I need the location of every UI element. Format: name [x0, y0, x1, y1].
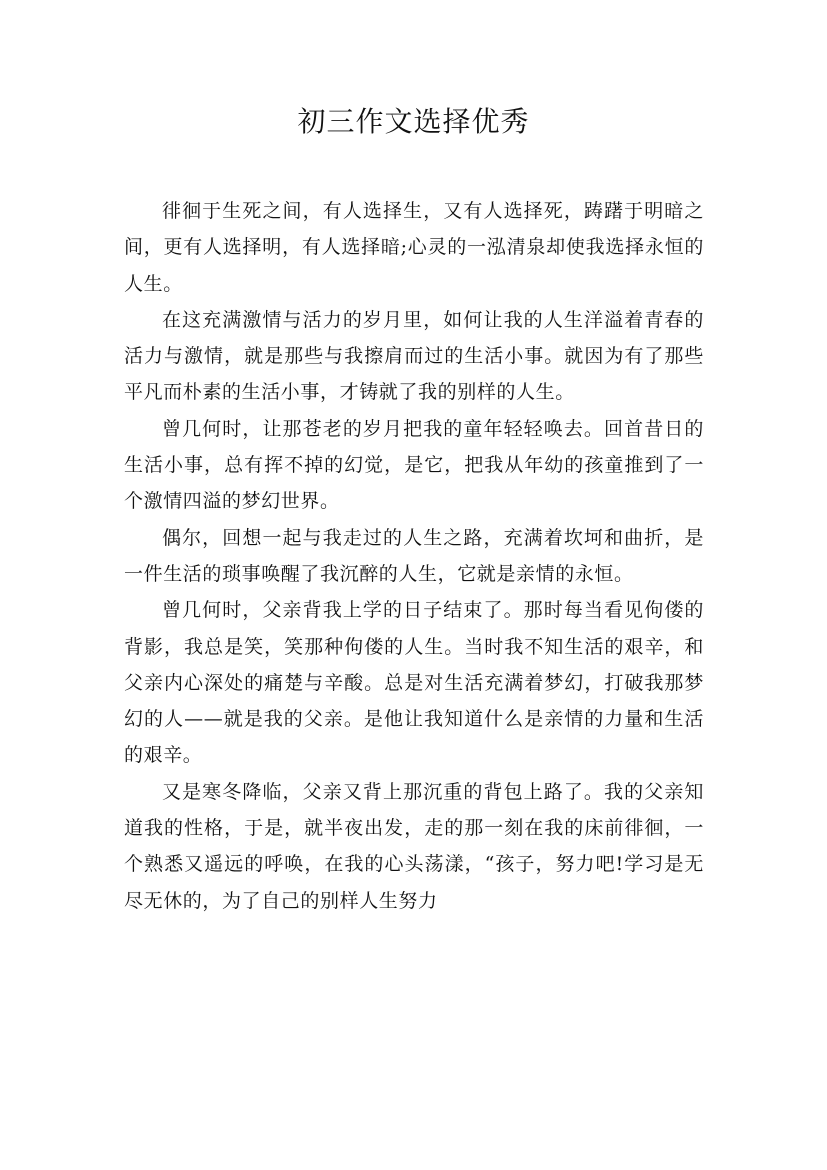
paragraph: 徘徊于生死之间，有人选择生，又有人选择死，踌躇于明暗之间，更有人选择明，有人选择暗;心灵的一泓清泉却使我选择永恒的人生。 — [124, 200, 704, 295]
paragraph: 曾几何时，父亲背我上学的日子结束了。那时每当看见佝偻的背影，我总是笑，笑那种佝偻的人生。当时我不知生活的艰辛，和父亲内心深处的痛楚与辛酸。总是对生活充满着梦幻，打破我那梦幻的人——就是我的父亲。是他让我知道什么是亲情的力量和生活的艰辛。 — [124, 599, 704, 767]
document-title: 初三作文选择优秀 — [297, 105, 530, 138]
paragraph: 曾几何时，让那苍老的岁月把我的童年轻轻唤去。回首昔日的生活小事，总有挥不掉的幻觉，是它，把我从年幼的孩童推到了一个激情四溢的梦幻世界。 — [124, 417, 704, 513]
document-body — [124, 193, 704, 919]
paragraph: 偶尔，回想一起与我走过的人生之路，充满着坎坷和曲折，是一件生活的琐事唤醒了我沉醉的人生，它就是亲情的永恒。 — [124, 526, 704, 585]
paragraph: 在这充满激情与活力的岁月里，如何让我的人生洋溢着青春的活力与激情，就是那些与我擦肩而过的生活小事。就因为有了那些平凡而朴素的生活小事，才铸就了我的别样的人生。 — [124, 308, 704, 404]
paragraph: 又是寒冬降临，父亲又背上那沉重的背包上路了。我的父亲知道我的性格，于是，就半夜出发，走的那一刻在我的床前徘徊，一个熟悉又遥远的呼唤，在我的心头荡漾，“孩子，努力吧!学习是无尽无休的，为了自己的别样人生努力 — [124, 780, 704, 912]
